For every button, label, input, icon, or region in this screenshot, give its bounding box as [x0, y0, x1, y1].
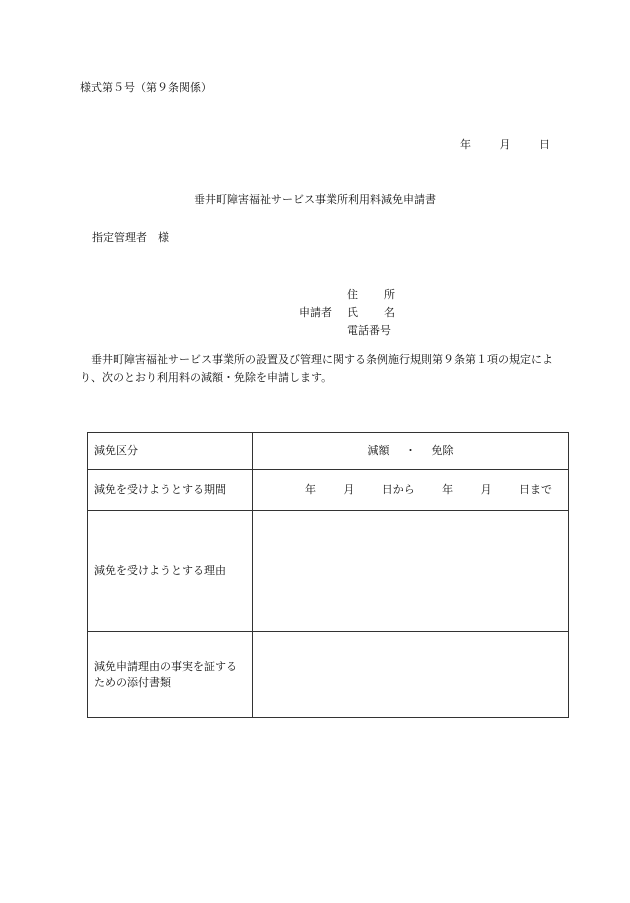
reason-label: 減免を受けようとする理由: [88, 511, 253, 632]
period-end-month: 月: [480, 483, 492, 496]
document-title: 垂井町障害福祉サービス事業所利用料減免申請書: [194, 193, 436, 206]
reduction-type-label: 減免区分: [88, 433, 253, 470]
attachments-label: 減免申請理由の事実を証するための添付書類: [88, 632, 253, 718]
table-row: [88, 470, 569, 511]
applicant-role-label: 申請者: [299, 306, 332, 319]
form-number: 様式第５号（第９条関係）: [80, 81, 212, 94]
date-day-label: 日: [539, 138, 550, 151]
period-fields: [259, 482, 562, 498]
applicant-phone-label: 電話番号: [347, 324, 391, 337]
period-value[interactable]: [253, 470, 569, 511]
application-body-text: 垂井町障害福祉サービス事業所の設置及び管理に関する条例施行規則第９条第１項の規定により、次のとおり利用料の減額・免除を申請します。: [80, 353, 553, 384]
addressee: 指定管理者 様: [92, 231, 169, 244]
option-separator: ・: [405, 444, 416, 457]
period-start-day: 日から: [381, 483, 415, 496]
address-label-char-1: 住: [347, 288, 358, 301]
reason-field[interactable]: [253, 511, 569, 632]
application-table: [87, 432, 569, 718]
applicant-name-label: [347, 306, 395, 320]
option-reduction[interactable]: 減額: [367, 444, 390, 457]
applicant-address-label: [347, 288, 395, 302]
period-start-month: 月: [343, 483, 355, 496]
table-row: [88, 632, 569, 718]
date-month-label: 月: [499, 138, 511, 151]
table-row: [88, 511, 569, 632]
attachments-field[interactable]: [253, 632, 569, 718]
period-end-day: 日まで: [518, 483, 552, 496]
option-exemption[interactable]: 免除: [431, 444, 454, 457]
address-label-char-2: 所: [384, 288, 395, 301]
name-label-char-2: 名: [384, 306, 395, 319]
name-label-char-1: 氏: [347, 306, 358, 319]
date-line: [460, 138, 550, 152]
date-year-label: 年: [460, 138, 471, 151]
reduction-type-options[interactable]: [253, 433, 569, 470]
period-start-year: 年: [305, 483, 316, 496]
period-end-year: 年: [442, 483, 454, 496]
period-label: 減免を受けようとする期間: [88, 470, 253, 511]
table-row: [88, 433, 569, 470]
